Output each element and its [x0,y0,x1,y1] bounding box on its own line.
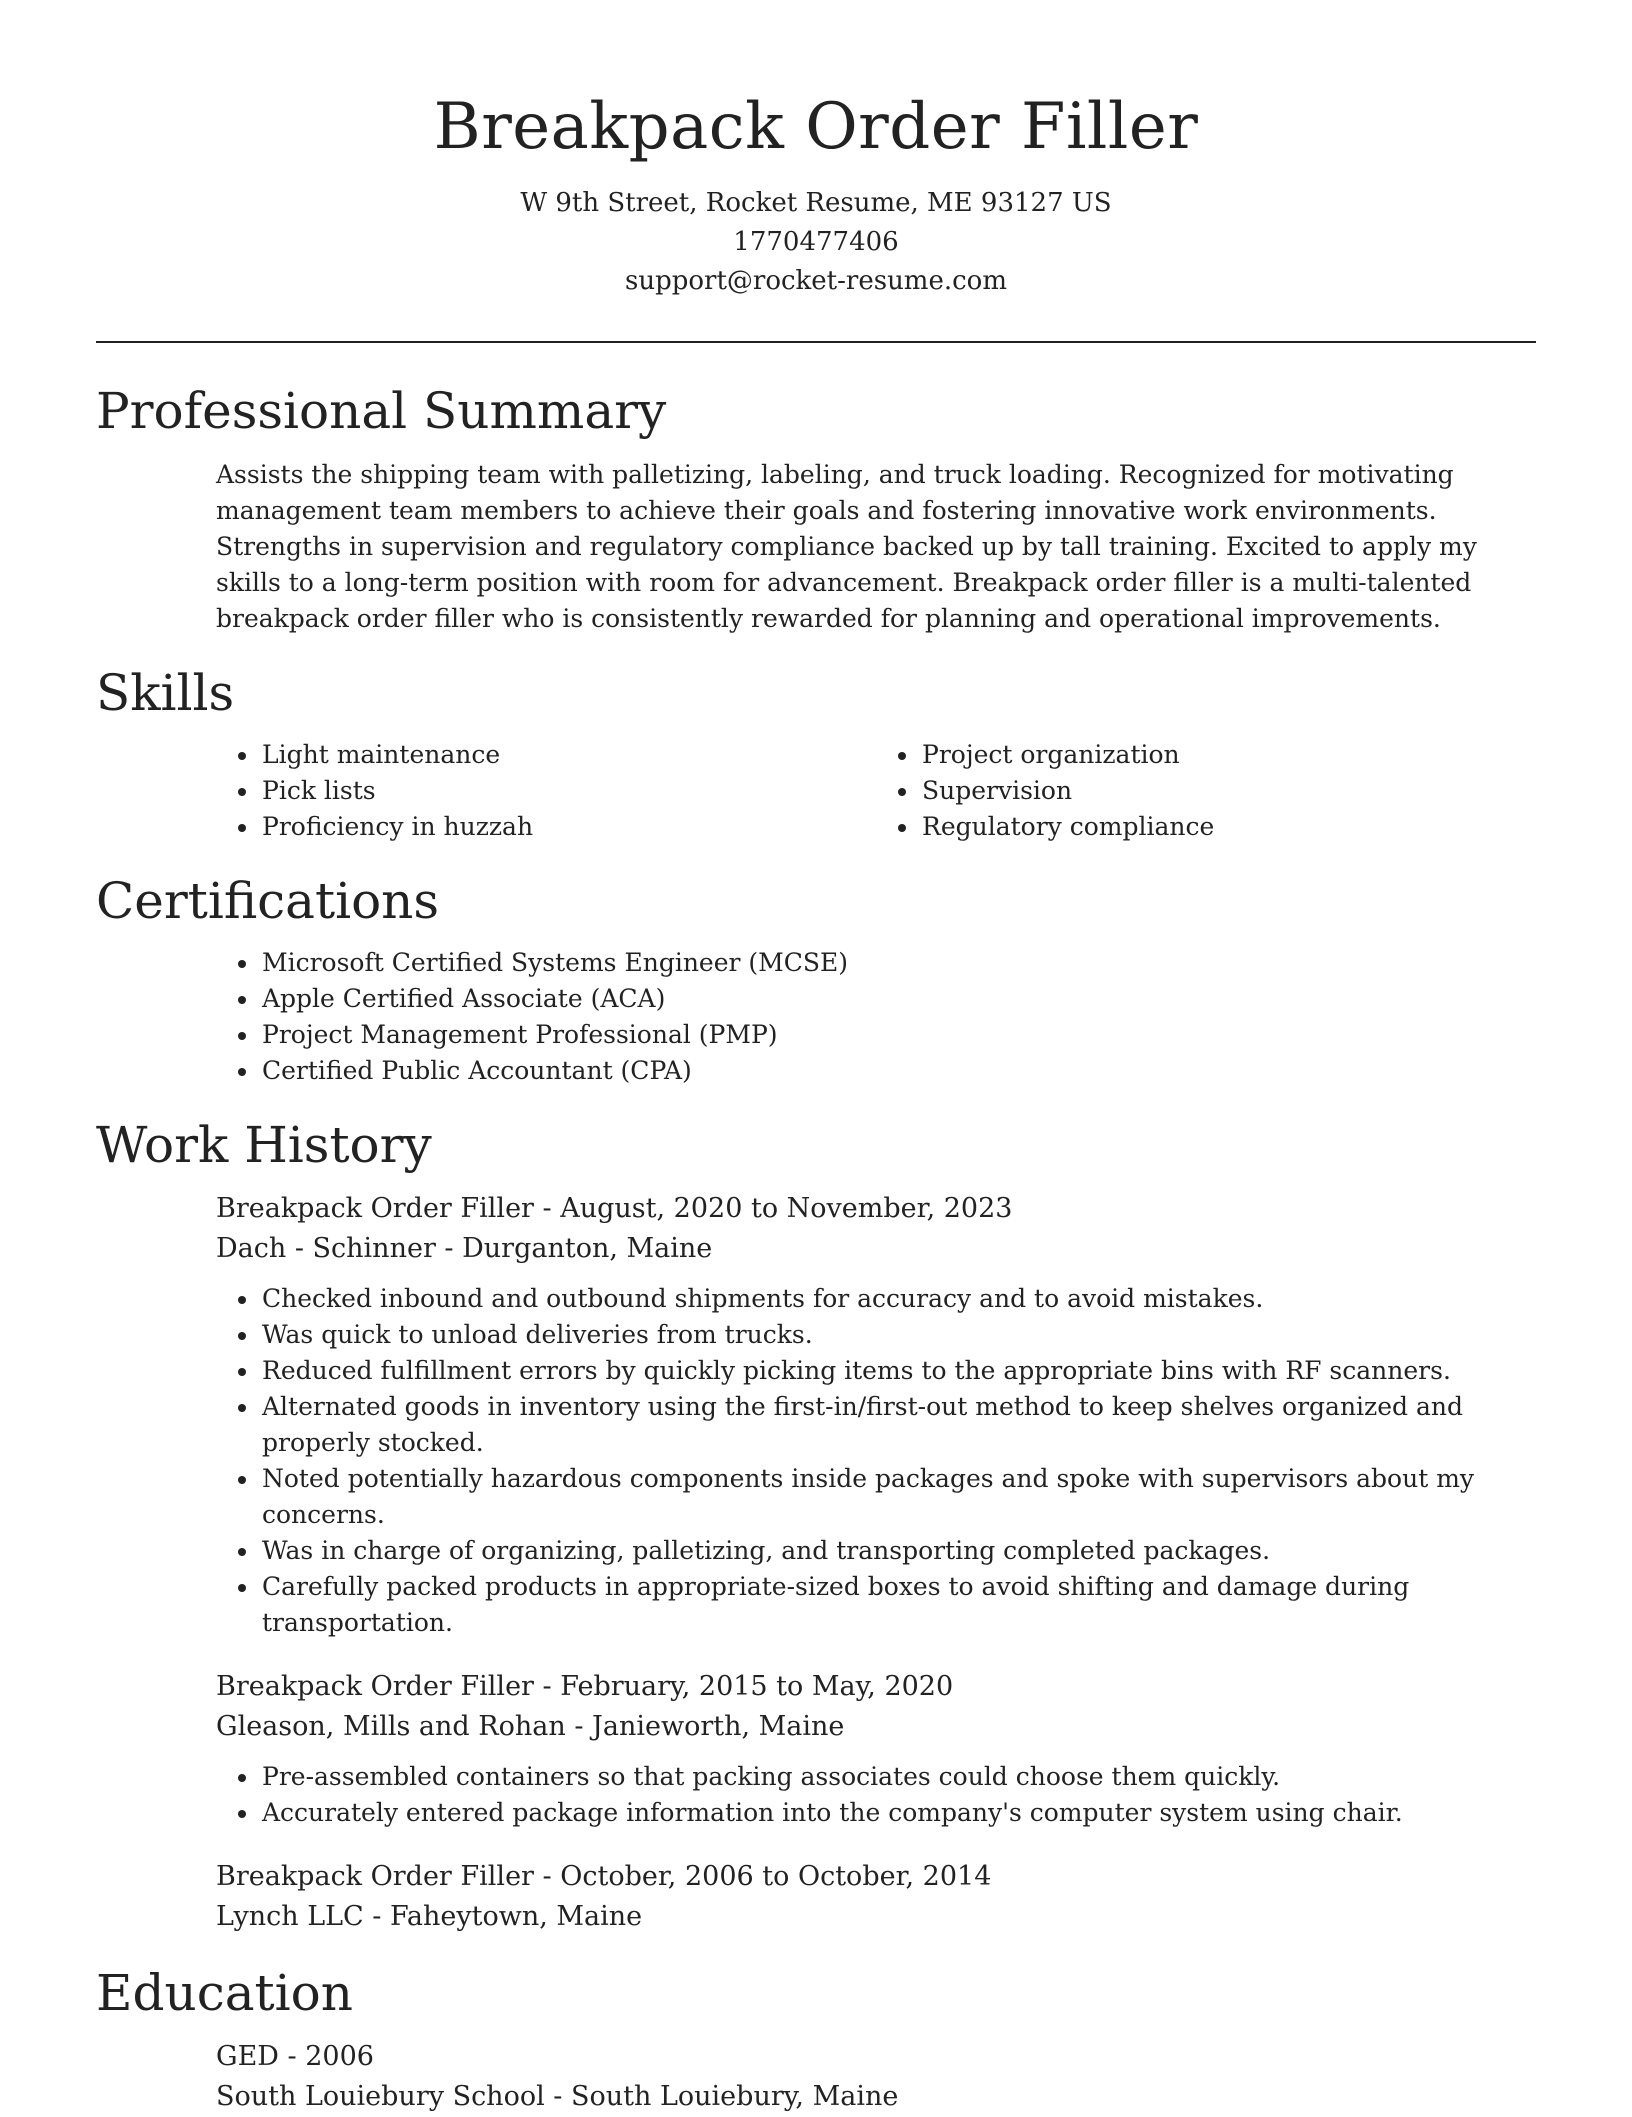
degree-line: GED - 2006 [216,2041,374,2072]
summary-text: Assists the shipping team with palletizing, labeling, and truck loading. Recognized for motivating management team members to achieve their goals and fostering innovative work environments. Strengths in supervision and regulatory compliance backed up by tall training. Excited to apply my skills to a long-term position with room for advancement. Breakpack order filler is a multi-talented breakpack order filler who is consistently rewarded for planning and operational improvements. [216,460,1477,633]
summary-section [96,381,1536,637]
job-duty: • Was quick to unload deliveries from trucks. [260,1317,1536,1353]
education-section [96,1963,1536,2117]
job-entry [216,1667,1536,1831]
skill-item: • Regulatory compliance [920,809,1536,845]
job-duty: • Carefully packed products in appropriate-sized boxes to avoid shifting and damage during transportation. [260,1569,1536,1641]
job-company-line: Gleason, Mills and Rohan - Janieworth, Maine [216,1711,845,1742]
resume-header [96,0,1536,301]
summary-heading: Professional Summary [96,382,667,440]
header-divider [96,341,1536,343]
skill-item: • Pick lists [260,773,876,809]
skills-list-right [876,737,1536,845]
job-duty: • Alternated goods in inventory using the first-in/first-out method to keep shelves organized and properly stocked. [260,1389,1536,1461]
job-duty: • Pre-assembled containers so that packing associates could choose them quickly. [260,1759,1536,1795]
job-duty: • Was in charge of organizing, palletizing, and transporting completed packages. [260,1533,1536,1569]
job-title-line: Breakpack Order Filler - October, 2006 to October, 2014 [216,1861,992,1892]
job-company-line: Dach - Schinner - Durganton, Maine [216,1233,713,1264]
skills-list-left [216,737,876,845]
candidate-name: Breakpack Order Filler [433,90,1199,164]
phone-number: 1770477406 [733,227,899,257]
job-company-line: Lynch LLC - Faheytown, Maine [216,1901,643,1932]
email-address: support@rocket-resume.com [624,266,1007,296]
certification-item: • Microsoft Certified Systems Engineer (MCSE) [260,945,1536,981]
skills-heading: Skills [96,664,235,722]
job-duty: • Noted potentially hazardous components inside packages and spoke with supervisors about my concerns. [260,1461,1536,1533]
job-entry [216,1189,1536,1641]
skill-item: • Proficiency in huzzah [260,809,876,845]
certifications-heading: Certifications [96,872,440,930]
job-duties-list [216,1759,1536,1831]
job-duties-list [216,1281,1536,1641]
skill-item: • Supervision [920,773,1536,809]
job-duty: • Checked inbound and outbound shipments for accuracy and to avoid mistakes. [260,1281,1536,1317]
skill-item: • Project organization [920,737,1536,773]
certifications-list [216,945,1536,1089]
work-history-section [96,1115,1536,1937]
certification-item: • Certified Public Accountant (CPA) [260,1053,1536,1089]
job-duty: • Reduced fulfillment errors by quickly picking items to the appropriate bins with RF scanners. [260,1353,1536,1389]
skills-section [96,663,1536,845]
address: W 9th Street, Rocket Resume, ME 93127 US [520,188,1112,218]
job-title-line: Breakpack Order Filler - August, 2020 to November, 2023 [216,1193,1013,1224]
job-title-line: Breakpack Order Filler - February, 2015 to May, 2020 [216,1671,954,1702]
school-line: South Louiebury School - South Louiebury, Maine [216,2081,899,2112]
job-duty: • Accurately entered package information into the company's computer system using chair. [260,1795,1536,1831]
education-heading: Education [96,1964,353,2022]
skill-item: • Light maintenance [260,737,876,773]
certification-item: • Project Management Professional (PMP) [260,1017,1536,1053]
work-history-heading: Work History [96,1116,432,1174]
contact-info [96,184,1536,301]
job-entry [216,1857,1536,1937]
certification-item: • Apple Certified Associate (ACA) [260,981,1536,1017]
certifications-section [96,871,1536,1089]
skills-grid [216,737,1536,845]
